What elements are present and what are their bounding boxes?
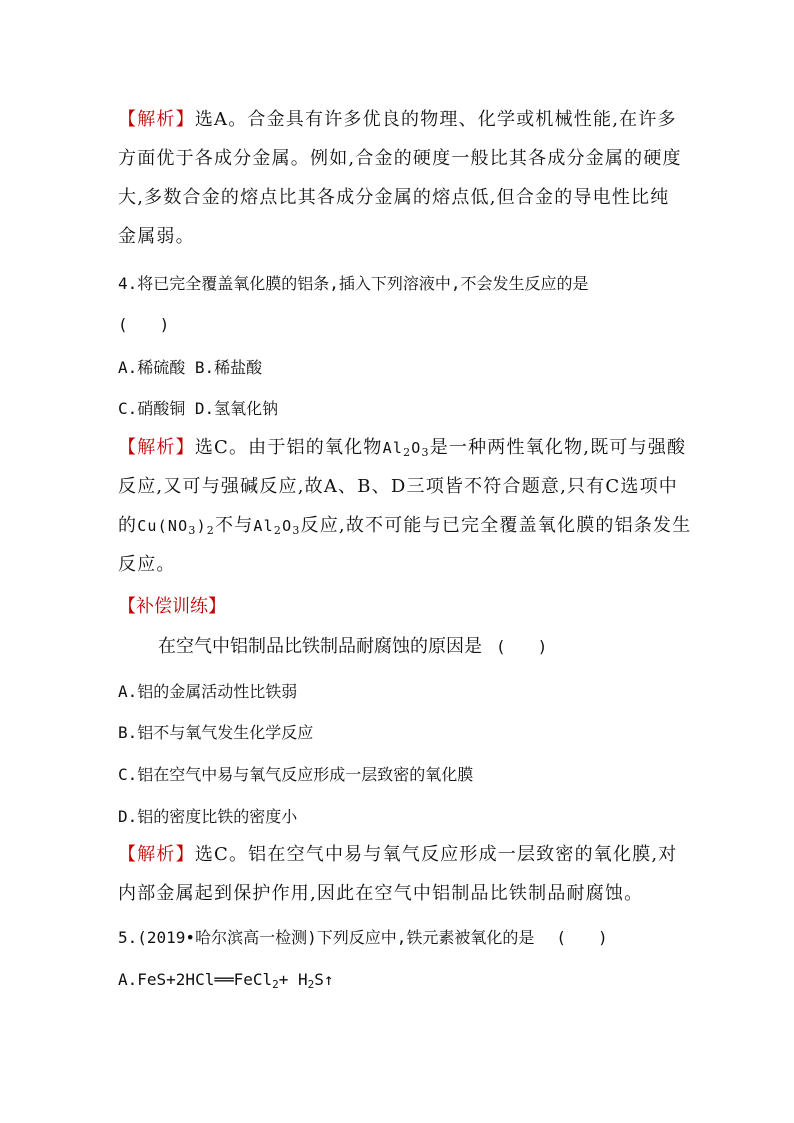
compensation-option-a: A.铝的金属活动性比铁弱 (118, 682, 298, 701)
compensation-option-c: C.铝在空气中易与氧气反应形成一层致密的氧化膜 (118, 765, 474, 784)
equals-arrow: ══ (214, 970, 234, 989)
analysis-2-line-1: 【解析】选C。由于铝的氧化物$Al_2O_3$是一种两性氧化物,既可与强酸 (118, 437, 687, 459)
compensation-stem: 在空气中铝制品比铁制品耐腐蚀的原因是 ( ) (158, 636, 548, 657)
analysis-2-line-4: 反应。 (118, 554, 176, 575)
analysis-1-line-2: 方面优于各成分金属。例如,合金的硬度一般比其各成分金属的硬度 (118, 148, 682, 169)
analysis-3-line-2: 内部金属起到保护作用,因此在空气中铝制品比铁制品耐腐蚀。 (118, 883, 644, 904)
compensation-option-b: B.铝不与氧气发生化学反应 (118, 723, 314, 742)
question-4-stem: 4.将已完全覆盖氧化膜的铝条,插入下列溶液中,不会发生反应的是 (118, 274, 589, 293)
analysis-label: 【解析】 (118, 109, 195, 130)
analysis-2-line-3: 的$Cu(NO_3)_2$不与$Al_2O_3$反应,故不可能与已完全覆盖氧化膜的铝条发生 (118, 515, 692, 537)
analysis-label: 【解析】 (118, 437, 195, 458)
compensation-option-d: D.铝的密度比铁的密度小 (118, 807, 298, 826)
compensation-heading: 【补偿训练】 (118, 596, 226, 617)
analysis-3-line-1: 【解析】选C。铝在空气中易与氧气反应形成一层致密的氧化膜,对 (118, 844, 678, 865)
analysis-2-line-2: 反应,又可与强碱反应,故A、B、D三项皆不符合题意,只有C选项中 (118, 476, 678, 497)
question-5-stem: 5.(2019•哈尔滨高一检测)下列反应中,铁元素被氧化的是 ( ) (118, 928, 608, 947)
question-4-options-cd: C.硝酸铜 D.氢氧化钠 (118, 399, 279, 418)
question-4-bracket: ( ) (118, 315, 170, 334)
analysis-label: 【解析】 (118, 844, 195, 865)
question-5-option-a: A.FeS+2HCl══FeCl$_2$+ $H_2S↑$ (118, 970, 334, 991)
analysis-1-line-1: 【解析】选A。合金具有许多优良的物理、化学或机械性能,在许多 (118, 109, 677, 130)
analysis-1-line-4: 金属弱。 (118, 226, 195, 247)
analysis-1-line-3: 大,多数合金的熔点比其各成分金属的熔点低,但合金的导电性比纯 (118, 187, 670, 208)
question-4-options-ab: A.稀硫酸 B.稀盐酸 (118, 358, 263, 377)
